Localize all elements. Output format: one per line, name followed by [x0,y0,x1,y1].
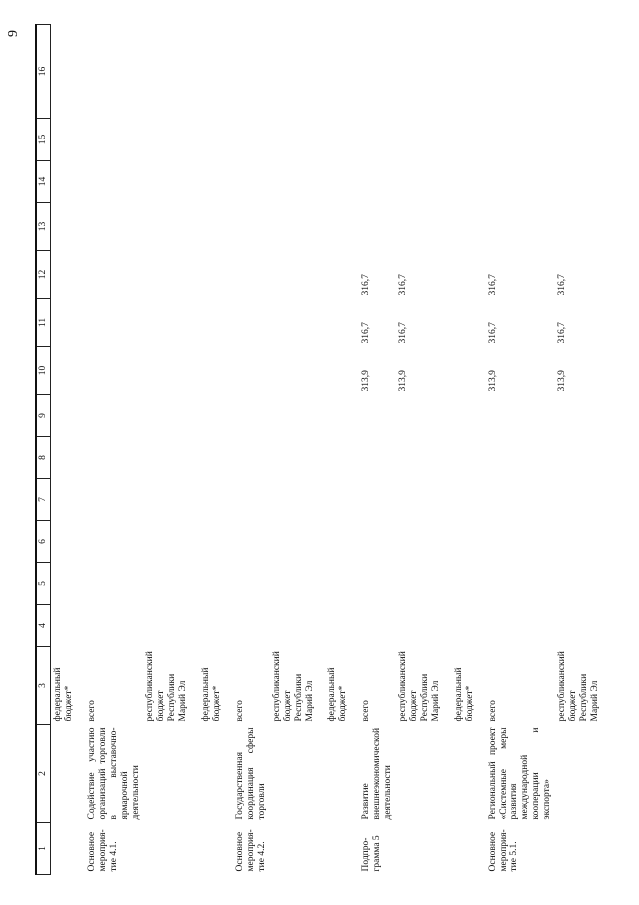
table-row [51,25,77,875]
empty-cell-col-6 [351,521,396,563]
event-code-cell [143,823,191,875]
empty-cell-col-5 [444,563,478,605]
funding-source-cell: республиканский бюджет Республики Марий Эл [398,651,441,722]
empty-cell-col-8 [77,437,144,479]
empty-cell-col-5 [51,563,77,605]
empty-cell-col-6 [555,521,603,563]
amount-cell-col-11: 316,7 [487,322,498,344]
funding-source-cell: всего [86,700,97,722]
empty-cell-col-4 [317,605,351,647]
empty-cell-col-4 [51,605,77,647]
column-header-2: 2 [36,725,51,823]
empty-cell-col-5 [351,563,396,605]
event-code-cell [555,823,603,875]
event-code-cell [444,823,478,875]
event-code-cell [51,823,77,875]
empty-cell-col-4 [143,605,191,647]
empty-cell-col-9 [191,395,225,437]
amount-cell-col-12: 316,7 [361,274,372,296]
empty-cell-col-8 [270,437,318,479]
empty-cell-col-13 [478,203,556,251]
column-header-6: 6 [36,521,51,563]
funding-source-cell: всего [487,700,498,722]
amount-cell-col-11: 316,7 [361,322,372,344]
empty-cell-col-9 [396,395,444,437]
event-code-cell [317,823,351,875]
empty-cell-col-13 [191,203,225,251]
table-row [555,25,603,875]
empty-cell-col-9 [225,395,270,437]
empty-cell-col-7 [270,479,318,521]
empty-cell-col-8 [444,437,478,479]
amount-cell-col-10 [270,347,318,395]
funding-source-cell: всего [234,700,245,722]
amount-cell-col-11 [317,299,351,347]
event-name-cell [270,725,318,823]
empty-cell-col-13 [396,203,444,251]
column-header-10: 10 [36,347,51,395]
empty-cell-col-5 [478,563,556,605]
empty-cell-col-14 [143,161,191,203]
empty-cell-col-8 [478,437,556,479]
funding-source-cell: всего [361,700,372,722]
amount-cell-col-10 [191,347,225,395]
amount-cell-col-12 [77,251,144,299]
empty-cell-col-13 [317,203,351,251]
funding-source-cell: республиканский бюджет Республики Марий Эл [557,651,600,722]
empty-cell-col-13 [51,203,77,251]
empty-cell-col-9 [143,395,191,437]
empty-cell-col-7 [225,479,270,521]
amount-cell-col-12 [51,251,77,299]
empty-cell-col-16 [270,25,318,119]
event-name-cell [317,725,351,823]
empty-cell-col-5 [270,563,318,605]
amount-cell-col-10 [51,347,77,395]
page-number: 9 [6,30,21,37]
amount-cell-col-12 [191,251,225,299]
empty-cell-col-5 [143,563,191,605]
empty-cell-col-6 [317,521,351,563]
empty-cell-col-8 [225,437,270,479]
empty-cell-col-16 [225,25,270,119]
empty-cell-col-5 [555,563,603,605]
amount-cell-col-11 [77,299,144,347]
table-row [225,25,270,875]
funding-source-cell: республиканский бюджет Республики Марий Эл [271,651,315,722]
table-row [270,25,318,875]
empty-cell-col-15 [51,119,77,161]
empty-cell-col-5 [317,563,351,605]
amount-cell-col-11: 316,7 [398,322,409,344]
column-header-8: 8 [36,437,51,479]
amount-cell-col-10: 313,9 [398,370,409,392]
empty-cell-col-9 [270,395,318,437]
empty-cell-col-16 [478,25,556,119]
amount-cell-col-12 [317,251,351,299]
event-code-cell: Основное мероприя-тие 4.1. [86,829,119,872]
empty-cell-col-15 [444,119,478,161]
amount-cell-col-12 [143,251,191,299]
empty-cell-col-9 [77,395,144,437]
empty-cell-col-6 [51,521,77,563]
empty-cell-col-16 [51,25,77,119]
event-name-cell [143,725,191,823]
empty-cell-col-13 [444,203,478,251]
empty-cell-col-8 [555,437,603,479]
empty-cell-col-7 [444,479,478,521]
empty-cell-col-4 [351,605,396,647]
empty-cell-col-4 [555,605,603,647]
empty-cell-col-7 [191,479,225,521]
table-row [351,25,396,875]
event-code-cell [270,823,318,875]
empty-cell-col-16 [396,25,444,119]
event-code-cell: Подпро-грамма 5 [361,835,383,872]
event-name-cell [555,725,603,823]
column-header-12: 12 [36,251,51,299]
amount-cell-col-10 [143,347,191,395]
empty-cell-col-14 [51,161,77,203]
empty-cell-col-4 [270,605,318,647]
empty-cell-col-6 [270,521,318,563]
empty-cell-col-6 [478,521,556,563]
amount-cell-col-11 [270,299,318,347]
amount-cell-col-11 [225,299,270,347]
empty-cell-col-15 [77,119,144,161]
empty-cell-col-15 [225,119,270,161]
amount-cell-col-10 [444,347,478,395]
empty-cell-col-7 [555,479,603,521]
empty-cell-col-4 [191,605,225,647]
event-code-cell [191,823,225,875]
empty-cell-col-6 [77,521,144,563]
amount-cell-col-11 [143,299,191,347]
header-row [36,25,51,875]
empty-cell-col-15 [478,119,556,161]
table-row [317,25,351,875]
empty-cell-col-4 [478,605,556,647]
event-name-cell: Государственная координация сферы торговли [234,727,267,820]
column-header-14: 14 [36,161,51,203]
column-header-3: 3 [36,647,51,725]
amount-cell-col-10: 313,9 [487,370,498,392]
table-row [77,25,144,875]
event-code-cell: Основное мероприя-тие 5.1. [487,829,520,872]
event-name-cell [191,725,225,823]
funding-source-cell: федеральный бюджет* [53,667,74,722]
empty-cell-col-16 [191,25,225,119]
empty-cell-col-8 [143,437,191,479]
empty-cell-col-9 [555,395,603,437]
event-name-cell: Развитие внешнеэкономической деятельности [361,727,394,820]
table-body [51,25,603,875]
empty-cell-col-15 [351,119,396,161]
empty-cell-col-6 [396,521,444,563]
empty-cell-col-6 [444,521,478,563]
funding-source-cell: федеральный бюджет* [201,667,223,722]
empty-cell-col-9 [51,395,77,437]
column-header-9: 9 [36,395,51,437]
empty-cell-col-9 [478,395,556,437]
event-code-cell: Основное мероприя-тие 4.2. [234,829,267,872]
empty-cell-col-7 [77,479,144,521]
amount-cell-col-10: 313,9 [557,370,568,392]
empty-cell-col-4 [396,605,444,647]
amount-cell-col-12 [270,251,318,299]
empty-cell-col-9 [317,395,351,437]
event-name-cell [51,725,77,823]
empty-cell-col-5 [225,563,270,605]
empty-cell-col-4 [77,605,144,647]
table-row [191,25,225,875]
empty-cell-col-14 [225,161,270,203]
amount-cell-col-12: 316,7 [487,274,498,296]
empty-cell-col-14 [478,161,556,203]
empty-cell-col-7 [143,479,191,521]
empty-cell-col-13 [270,203,318,251]
empty-cell-col-16 [351,25,396,119]
table-row [444,25,478,875]
empty-cell-col-14 [191,161,225,203]
column-header-15: 15 [36,119,51,161]
empty-cell-col-5 [77,563,144,605]
empty-cell-col-8 [191,437,225,479]
table-container [35,25,600,875]
empty-cell-col-8 [396,437,444,479]
empty-cell-col-14 [77,161,144,203]
empty-cell-col-7 [51,479,77,521]
empty-cell-col-13 [351,203,396,251]
empty-cell-col-13 [555,203,603,251]
empty-cell-col-8 [351,437,396,479]
empty-cell-col-15 [555,119,603,161]
column-header-11: 11 [36,299,51,347]
empty-cell-col-16 [317,25,351,119]
empty-cell-col-7 [351,479,396,521]
empty-cell-col-14 [270,161,318,203]
empty-cell-col-4 [444,605,478,647]
empty-cell-col-6 [143,521,191,563]
empty-cell-col-6 [191,521,225,563]
empty-cell-col-8 [51,437,77,479]
empty-cell-col-14 [317,161,351,203]
funding-source-cell: федеральный бюджет* [453,667,475,722]
empty-cell-col-16 [444,25,478,119]
empty-cell-col-9 [444,395,478,437]
empty-cell-col-13 [225,203,270,251]
event-name-cell: Содействие участию организаций торговли в выставочно-ярмарочной деятельности [86,727,141,820]
table-row [143,25,191,875]
column-header-1: 1 [36,823,51,875]
event-name-cell: Региональный проект «Системные меры развития международной кооперации и экспорта» [487,727,553,820]
amount-cell-col-11 [51,299,77,347]
amount-cell-col-11 [444,299,478,347]
empty-cell-col-8 [317,437,351,479]
column-header-4: 4 [36,605,51,647]
column-header-16: 16 [36,25,51,119]
empty-cell-col-14 [351,161,396,203]
empty-cell-col-15 [143,119,191,161]
amount-cell-col-12 [225,251,270,299]
amount-cell-col-11 [191,299,225,347]
table-row [478,25,556,875]
empty-cell-col-7 [396,479,444,521]
empty-cell-col-6 [225,521,270,563]
amount-cell-col-10: 313,9 [361,370,372,392]
empty-cell-col-16 [143,25,191,119]
event-name-cell [396,725,444,823]
funding-source-cell: республиканский бюджет Республики Марий Эл [145,651,189,722]
amount-cell-col-12 [444,251,478,299]
empty-cell-col-7 [478,479,556,521]
empty-cell-col-5 [191,563,225,605]
empty-cell-col-16 [555,25,603,119]
amount-cell-col-12: 316,7 [398,274,409,296]
column-header-5: 5 [36,563,51,605]
empty-cell-col-15 [396,119,444,161]
empty-cell-col-14 [444,161,478,203]
empty-cell-col-4 [225,605,270,647]
amount-cell-col-11: 316,7 [557,322,568,344]
amount-cell-col-10 [77,347,144,395]
funding-source-cell: федеральный бюджет* [327,667,349,722]
empty-cell-col-15 [191,119,225,161]
table-row [396,25,444,875]
amount-cell-col-10 [225,347,270,395]
amount-cell-col-12: 316,7 [557,274,568,296]
empty-cell-col-5 [396,563,444,605]
empty-cell-col-15 [270,119,318,161]
empty-cell-col-9 [351,395,396,437]
empty-cell-col-16 [77,25,144,119]
column-header-13: 13 [36,203,51,251]
event-name-cell [444,725,478,823]
amount-cell-col-10 [317,347,351,395]
empty-cell-col-13 [77,203,144,251]
empty-cell-col-14 [396,161,444,203]
empty-cell-col-15 [317,119,351,161]
budget-table [35,24,603,875]
empty-cell-col-14 [555,161,603,203]
column-header-7: 7 [36,479,51,521]
empty-cell-col-13 [143,203,191,251]
event-code-cell [396,823,444,875]
empty-cell-col-7 [317,479,351,521]
